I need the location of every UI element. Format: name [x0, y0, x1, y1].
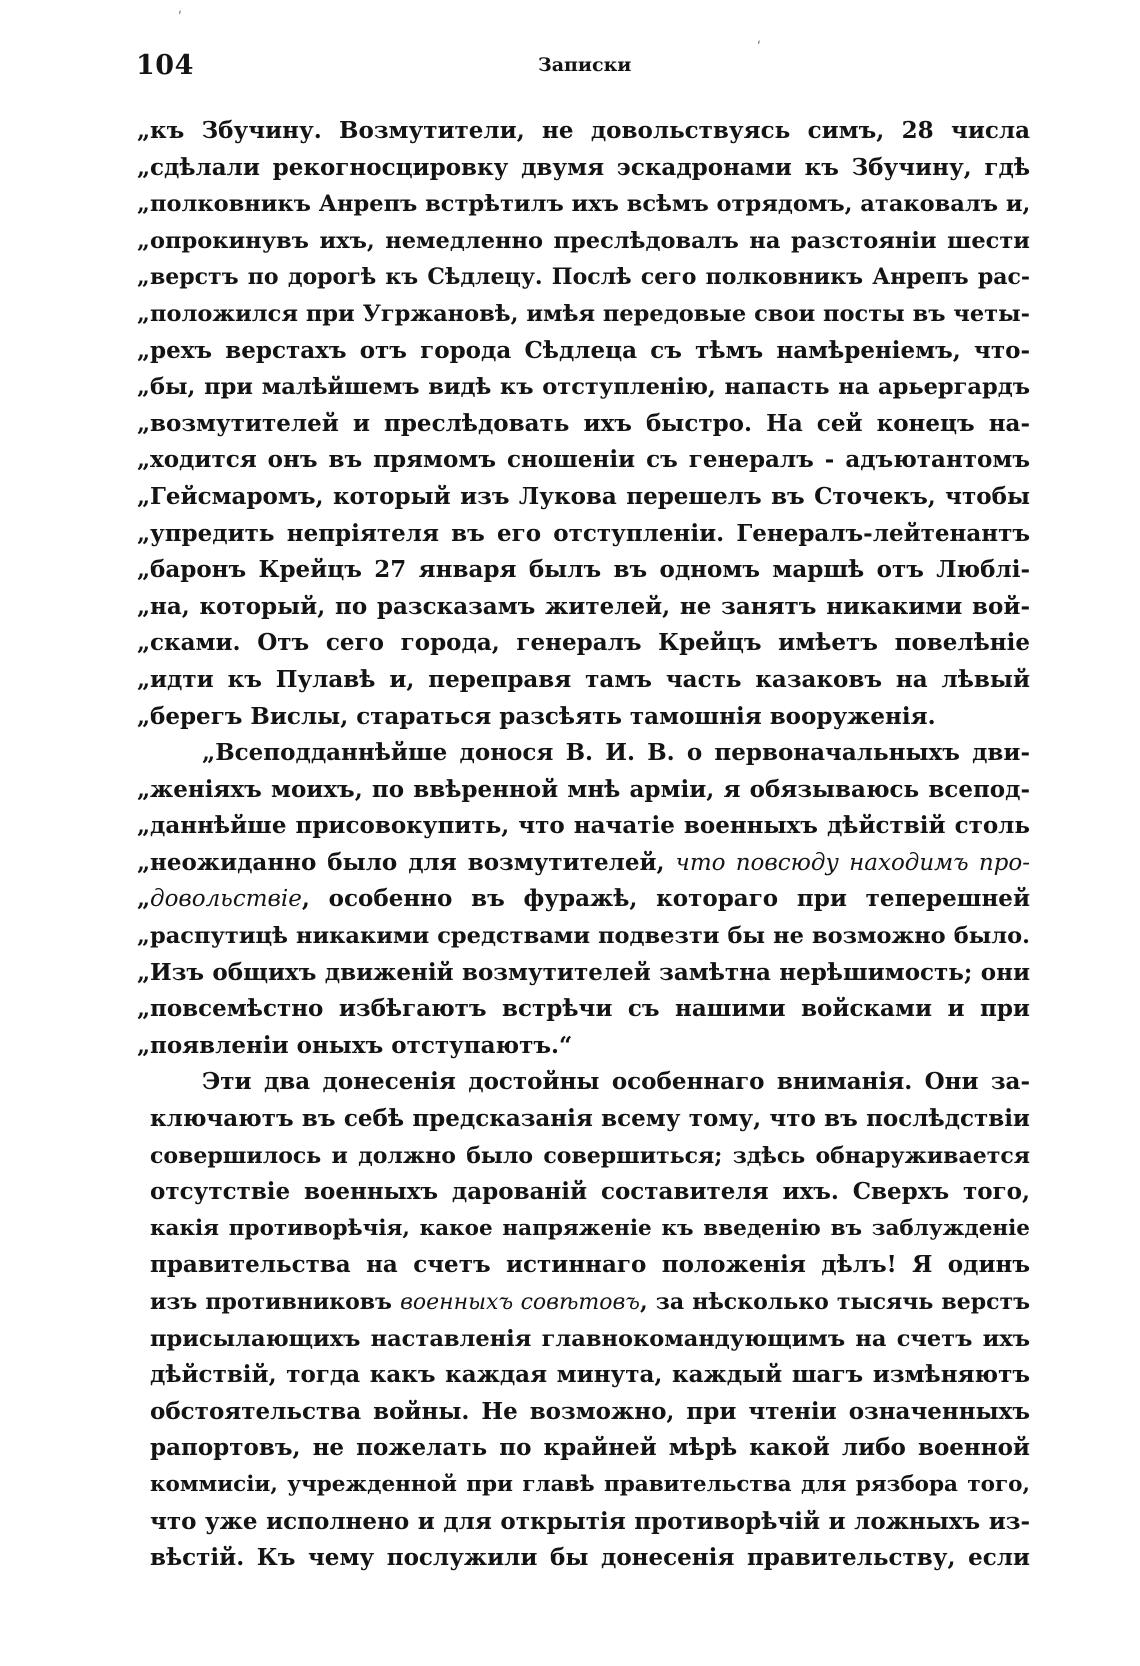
text-line: правительства на счетъ истиннаго положенія дѣлъ! Я одинъ: [150, 1251, 1030, 1279]
text-line: „опрокинувъ ихъ, немедленно преслѣдовалъ на разстояніи шести: [137, 227, 1030, 254]
text-line: Эти два донесенія достойны особеннаго вниманія. Они за-: [202, 1068, 1030, 1096]
text-line: „на, который, по разсказамъ жителей, не занятъ никакими вой-: [137, 592, 1030, 620]
text-line: „появленіи оныхъ отступаютъ.“: [137, 1031, 573, 1059]
text-line: „къ Збучину. Возмутители, не довольствуясь симъ, 28 числа: [137, 117, 1030, 144]
text-line: „Гейсмаромъ, который изъ Лукова перешелъ въ Сточекъ, чтобы: [137, 482, 1030, 510]
page-number: 104: [136, 50, 194, 81]
running-title: Записки: [538, 54, 632, 76]
stray-mark-top: ʹ: [178, 10, 182, 26]
body-text: [137, 113, 1031, 1577]
text-line: „сдѣлали рекогносцировку двумя эскадронами къ Збучину, гдѣ: [137, 153, 1030, 181]
text-line: что уже исполнено и для открытія противорѣчій и ложныхъ из-: [150, 1507, 1030, 1535]
text-line: „баронъ Крейцъ 27 января былъ въ одномъ маршѣ отъ Люблі-: [137, 556, 1030, 584]
text-line: „возмутителей и преслѣдовать ихъ быстро. На сей конецъ на-: [137, 409, 1030, 437]
text-line: отсутствіе военныхъ дарованій составителя ихъ. Сверхъ того,: [150, 1178, 1030, 1206]
text-line: „верстъ по дорогѣ къ Сѣдлецу. Послѣ сего полковникъ Анрепъ рас-: [137, 264, 1030, 291]
text-line: дѣйствій, тогда какъ каждая минута, каждый шагъ измѣняютъ: [150, 1361, 1030, 1389]
text-line: рапортовъ, не пожелать по крайней мѣрѣ какой либо военной: [150, 1434, 1030, 1462]
text-line: „Изъ общихъ движеній возмутителей замѣтна нерѣшимость; они: [137, 958, 1030, 986]
text-line: ключаютъ въ себѣ предсказанія всему тому, что въ послѣдствіи: [150, 1105, 1030, 1133]
text-line: „неожиданно было для возмутителей, что повсюду находимъ про-: [137, 848, 1031, 876]
text-line: вѣстій. Къ чему послужили бы донесенія правительству, если: [150, 1544, 1030, 1572]
text-line: „рехъ верстахъ отъ города Сѣдлеца съ тѣмъ намѣреніемъ, что-: [137, 336, 1030, 364]
text-line: обстоятельства войны. Не возможно, при чтеніи означенныхъ: [150, 1397, 1030, 1425]
stray-mark-header: ʹ: [757, 40, 761, 56]
text-line: „идти къ Пулавѣ и, переправя тамъ часть казаковъ на лѣвый: [137, 665, 1030, 693]
text-line: присылающихъ наставленія главнокомандующимъ на счетъ ихъ: [150, 1325, 1030, 1352]
text-line: „женіяхъ моихъ, по ввѣренной мнѣ арміи, я обязываюсь всепод-: [137, 775, 1030, 803]
text-line: изъ противниковъ военныхъ совѣтовъ, за нѣсколько тысячь верстъ: [150, 1289, 1031, 1315]
text-line: „распутицѣ никакими средствами подвезти бы не возможно было.: [137, 923, 1030, 950]
text-line: „ходится онъ въ прямомъ сношеніи съ генералъ - адъютантомъ: [137, 446, 1030, 474]
text-line: „сками. Отъ сего города, генералъ Крейцъ имѣетъ повелѣніе: [137, 629, 1030, 657]
text-line: „упредить непріятеля въ его отступленіи. Генералъ-лейтенантъ: [137, 519, 1030, 547]
text-line: „повсемѣстно избѣгаютъ встрѣчи съ нашими войсками и при: [137, 995, 1030, 1023]
text-line: коммисіи, учрежденной при главѣ правительства для рязбора того,: [150, 1471, 1030, 1497]
text-line: какія противорѣчія, какое напряженіе къ введенію въ заблужденіе: [150, 1215, 1030, 1241]
text-line: „довольствіе, особенно въ фуражѣ, котораго при теперешней: [137, 885, 1030, 913]
text-line: „бы, при малѣйшемъ видѣ къ отступленію, напасть на арьергардъ: [137, 374, 1030, 401]
text-line: совершилось и должно было совершиться; здѣсь обнаруживается: [150, 1142, 1030, 1169]
text-line: „положился при Угржановѣ, имѣя передовые свои посты въ четы-: [137, 300, 1030, 327]
text-line: „полковникъ Анрепъ встрѣтилъ ихъ всѣмъ отрядомъ, атаковалъ и,: [137, 191, 1031, 218]
text-line: „Всеподданнѣйше донося В. И. В. о первоначальныхъ дви-: [202, 739, 1030, 767]
text-line: „берегъ Вислы, стараться разсѣять тамошнія вооруженія.: [137, 702, 936, 730]
text-line: „даннѣйше присовокупить, что начатіе военныхъ дѣйствій столь: [137, 812, 1030, 840]
